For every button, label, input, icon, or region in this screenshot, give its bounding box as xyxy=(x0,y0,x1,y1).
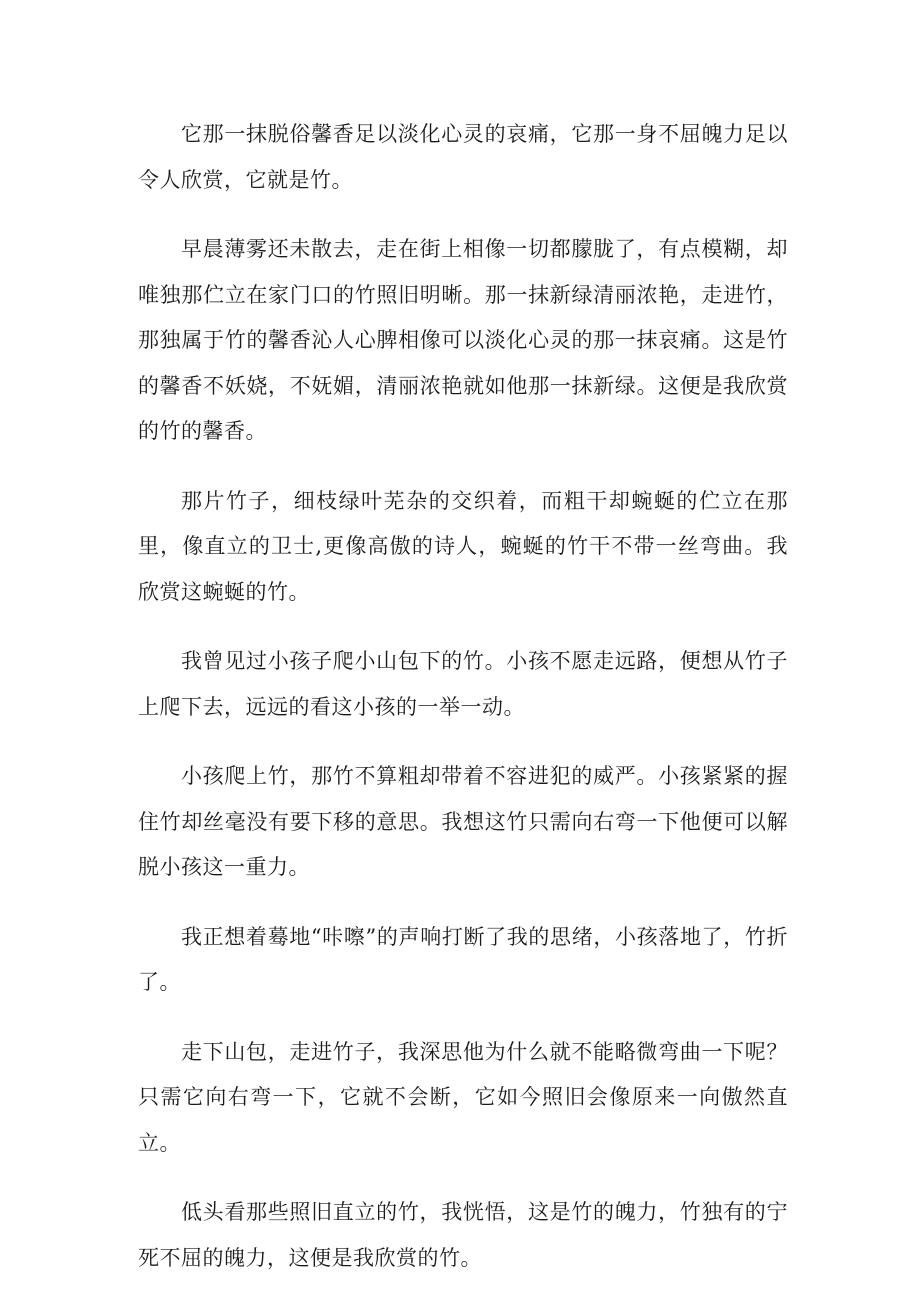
essay-body xyxy=(138,112,788,1305)
paragraph-7: 走下山包，走进竹子，我深思他为什么就不能略微弯曲一下呢？只需它向右弯一下，它就不会断，它如今照旧会像原来一向傲然直立。 xyxy=(138,1039,788,1155)
paragraph-3: 那片竹子，细枝绿叶芜杂的交织着，而粗干却蜿蜒的伫立在那里，像直立的卫士,更像高傲的诗人，蜿蜒的竹干不带一丝弯曲。我欣赏这蜿蜒的竹。 xyxy=(138,488,788,604)
paragraph-2: 早晨薄雾还未散去，走在街上相像一切都朦胧了，有点模糊，却唯独那伫立在家门口的竹照旧明晰。那一抹新绿清丽浓艳，走进竹，那独属于竹的馨香沁人心脾相像可以淡化心灵的那一抹哀痛。这是竹的馨香不妖娆，不妩媚，清丽浓艳就如他那一抹新绿。这便是我欣赏的竹的馨香。 xyxy=(138,237,788,443)
paragraph-1: 它那一抹脱俗馨香足以淡化心灵的哀痛，它那一身不屈魄力足以令人欣赏，它就是竹。 xyxy=(138,122,788,192)
paragraph-4: 我曾见过小孩子爬小山包下的竹。小孩不愿走远路，便想从竹子上爬下去，远远的看这小孩的一举一动。 xyxy=(138,649,788,719)
paragraph-8: 低头看那些照旧直立的竹，我恍悟，这是竹的魄力，竹独有的宁死不屈的魄力，这便是我欣赏的竹。 xyxy=(138,1200,788,1270)
paragraph-5: 小孩爬上竹，那竹不算粗却带着不容进犯的威严。小孩紧紧的握住竹却丝毫没有要下移的意思。我想这竹只需向右弯一下他便可以解脱小孩这一重力。 xyxy=(138,764,788,879)
paragraph-6: 我正想着蓦地“咔嚓”的声响打断了我的思绪，小孩落地了，竹折了。 xyxy=(138,924,788,994)
